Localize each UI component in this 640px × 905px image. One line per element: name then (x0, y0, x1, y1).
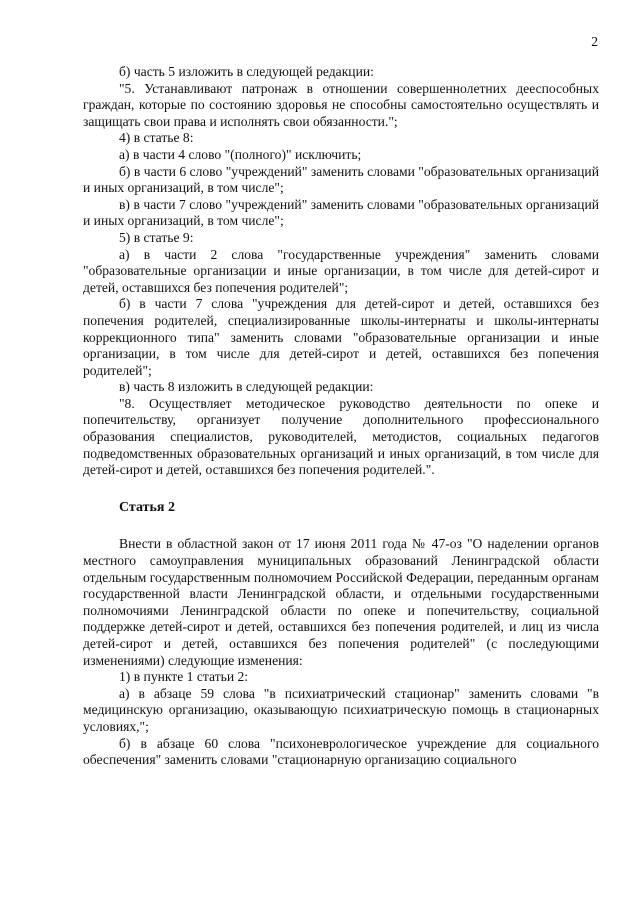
paragraph: 4) в статье 8: (119, 130, 194, 146)
paragraph: б) часть 5 изложить в следующей редакции: (119, 64, 374, 79)
paragraph: 5) в статье 9: (119, 229, 194, 245)
paragraph: б) в части 7 слова "учреждения для детей-сирот и детей, оставшихся без попечения родителей, специализированные школы-интернаты и школы-интернаты коррекционного типа" заменить словами "образовательные организации и иные организации, в том числе для детей-сирот и детей, оставшихся без попечения родителей"; (83, 296, 599, 378)
paragraph: а) в абзаце 59 слова "в психиатрический стационар" заменить словами "в медицинскую организацию, оказывающую психиатрическую помощь в стационарных условиях,"; (83, 685, 599, 734)
paragraph: б) в абзаце 60 слова "психоневрологическое учреждение для социального обеспечения" заменить словами "стационарную организацию социального (83, 735, 599, 768)
document-body (83, 64, 599, 769)
page-number: 2 (591, 34, 598, 49)
paragraph: "8. Осуществляет методическое руководство деятельности по опеке и попечительству, организует получение дополнительного профессионального образования специалистов, руководителей, методистов, социальных педагогов подведомственных образовательных организаций и иных организаций, в том числе для детей-сирот и детей, оставшихся без попечения родителей.". (83, 395, 599, 478)
paragraph: а) в части 2 слова "государственные учреждения" заменить словами "образовательные организации и иные организации, в том числе для детей-сирот и детей, оставшихся без попечения родителей"; (83, 246, 599, 295)
paragraph: в) в части 7 слово "учреждений" заменить словами "образовательных организаций и иных организаций, в том числе"; (83, 196, 599, 229)
paragraph: 1) в пункте 1 статьи 2: (119, 669, 249, 685)
article-heading: Статья 2 (119, 499, 175, 515)
paragraph: Внести в областной закон от 17 июня 2011 года № 47-оз "О наделении органов местного самоуправления муниципальных образований Ленинградской области отдельным государственным полномочием Российской Федерации, переданным органам государственной власти Ленинградской области, и отдельными государственными полномочиями Ленинградской области по опеке и попечительству, социальной поддержке детей-сирот и детей, оставшихся без попечения родителей, и лиц из числа детей-сирот и детей, оставшихся без попечения родителей" (с последующими изменениями) следующие изменения: (83, 536, 599, 668)
paragraph: а) в части 4 слово "(полного)" исключить; (119, 146, 362, 162)
paragraph: в) часть 8 изложить в следующей редакции: (119, 379, 374, 395)
paragraph: "5. Устанавливают патронаж в отношении совершеннолетних дееспособных граждан, которые по состоянию здоровья не способны самостоятельно осуществлять и защищать свои права и исполнять свои обязанности."; (83, 80, 599, 129)
paragraph: б) в части 6 слово "учреждений" заменить словами "образовательных организаций и иных организаций, в том числе"; (83, 163, 599, 196)
